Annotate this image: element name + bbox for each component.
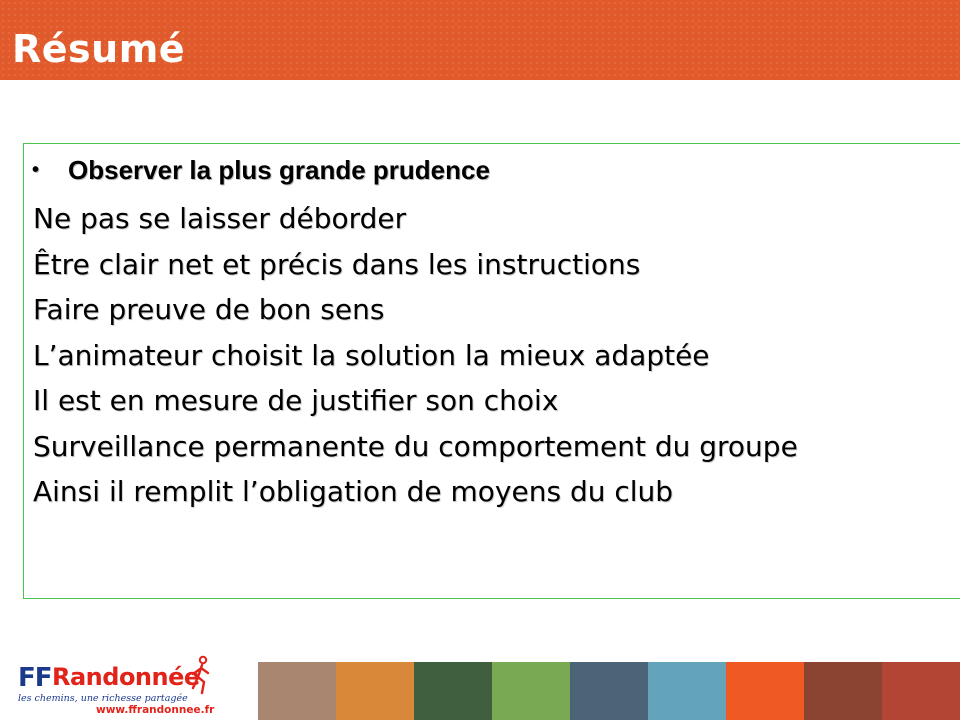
color-swatch — [648, 662, 726, 720]
bullet-point — [32, 156, 490, 184]
bullet-icon: • — [32, 158, 40, 181]
content-line: Être clair net et précis dans les instructions — [33, 247, 641, 281]
color-strip — [258, 662, 960, 720]
color-swatch — [882, 662, 960, 720]
content-lines — [33, 196, 798, 515]
color-swatch — [336, 662, 414, 720]
color-swatch — [726, 662, 804, 720]
content-line: L’animateur choisit la solution la mieux adaptée — [33, 338, 710, 372]
logo-ff-text: FF — [18, 663, 52, 693]
title-bar — [0, 0, 960, 80]
content-line: Faire preuve de bon sens — [33, 293, 385, 326]
logo-tagline: les chemins, une richesse partagée — [18, 693, 188, 704]
content-line: Surveillance permanente du comportement du groupe — [33, 429, 798, 463]
content-line: Ainsi il remplit l’obligation de moyens du club — [33, 475, 674, 508]
color-swatch — [570, 662, 648, 720]
hiker-icon — [188, 655, 214, 695]
content-line: Il est en mesure de justifier son choix — [33, 384, 559, 417]
bullet-text: Observer la plus grande prudence — [68, 154, 490, 185]
color-swatch — [258, 662, 336, 720]
color-swatch — [414, 662, 492, 720]
content-box — [23, 143, 960, 599]
content-line: Ne pas se laisser déborder — [33, 202, 407, 235]
color-swatch — [492, 662, 570, 720]
slide-title: Résumé — [12, 27, 186, 71]
logo-name-text: Randonnée — [52, 663, 200, 691]
ffrandonnee-logo — [18, 655, 218, 717]
logo-url: www.ffrandonnee.fr — [96, 704, 215, 716]
color-swatch — [804, 662, 882, 720]
